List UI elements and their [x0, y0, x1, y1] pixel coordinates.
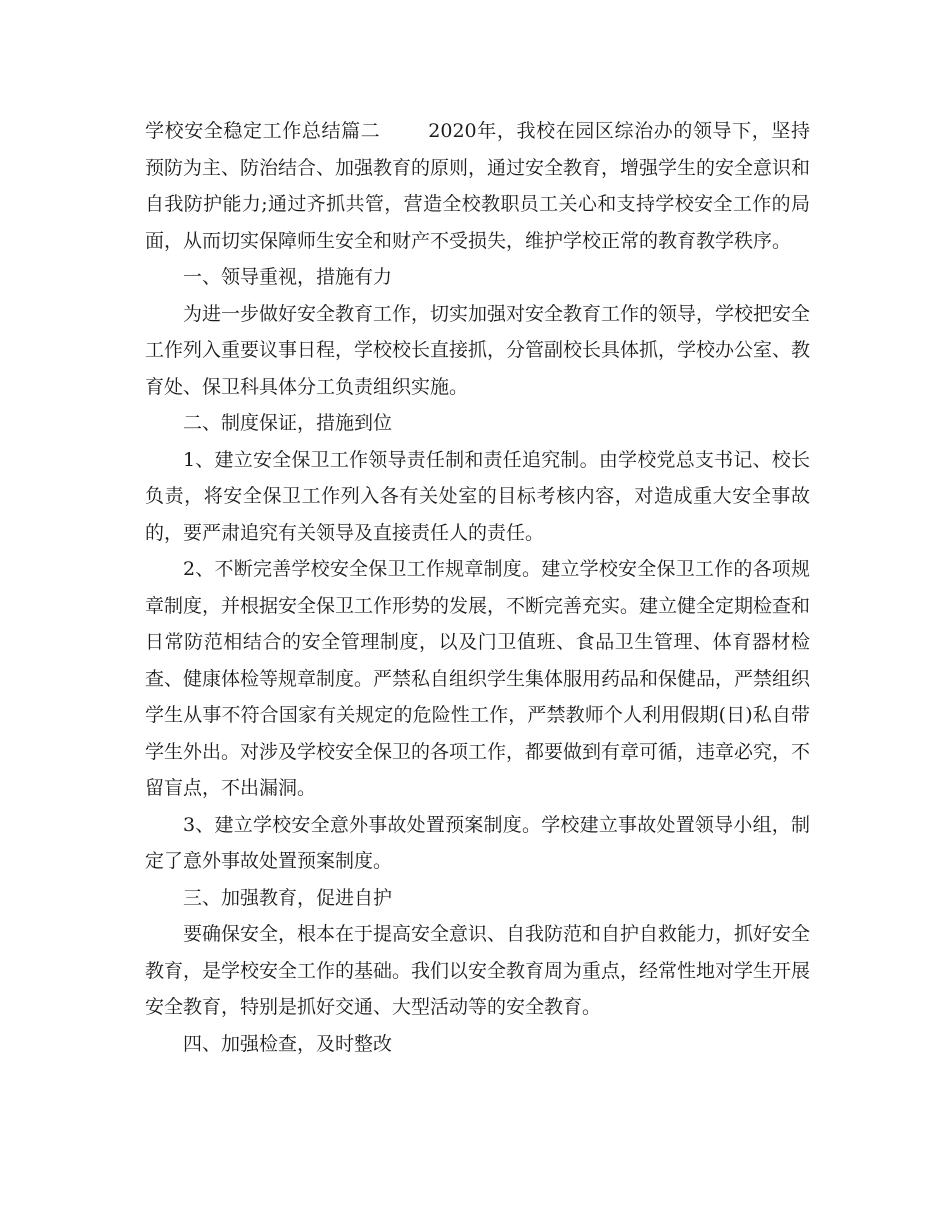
body-paragraph: 2、不断完善学校安全保卫工作规章制度。建立学校安全保卫工作的各项规章制度，并根据安全保卫工作形势的发展，不断完善充实。建立健全定期检查和日常防范相结合的安全管理制度，以及门卫值班、食品卫生管理、体育器材检查、健康体检等规章制度。严禁私自组织学生集体服用药品和保健品，严禁组织学生从事不符合国家有关规定的危险性工作，严禁教师个人利用假期(日)私自带学生外出。对涉及学校安全保卫的各项工作，都要做到有章可循，违章必究，不留盲点，不出漏洞。: [145, 558, 811, 799]
body-paragraph: 1、建立安全保卫工作领导责任制和责任追究制。由学校党总支书记、校长负责，将安全保卫工作列入各有关处室的目标考核内容，对造成重大安全事故的，要严肃追究有关领导及直接责任人的责任。: [145, 448, 810, 544]
intro-paragraph: [145, 113, 810, 259]
section-heading-4: 四、加强检查，及时整改: [183, 1032, 393, 1055]
document-body: [145, 113, 810, 1062]
document-title: 学校安全稳定工作总结篇二: [145, 120, 381, 142]
body-paragraph: 3、建立学校安全意外事故处置预案制度。学校建立事故处置领导小组，制定了意外事故处置预案制度。: [145, 813, 810, 872]
paragraph-text: 2020年，我校在园区综治办的领导下，坚持预防为主、防治结合、加强教育的原则，通过安全教育，增强学生的安全意识和自我防护能力;通过齐抓共管，营造全校教职员工关心和支持学校安全工作的局面，从而切实保障师生安全和财产不受损失，维护学校正常的教育教学秩序。: [145, 120, 811, 252]
section-heading-1: 一、领导重视，措施有力: [183, 266, 393, 288]
section-heading-2: 二、制度保证，措施到位: [183, 412, 393, 434]
body-paragraph: 要确保安全，根本在于提高安全意识、自我防范和自护自救能力，抓好安全教育，是学校安全工作的基础。我们以安全教育周为重点，经常性地对学生开展安全教育，特别是抓好交通、大型活动等的安全教育。: [145, 923, 811, 1018]
body-paragraph: 为进一步做好安全教育工作，切实加强对安全教育工作的领导，学校把安全工作列入重要议事日程，学校校长直接抓，分管副校长具体抓，学校办公室、教育处、保卫科具体分工负责组织实施。: [145, 302, 811, 398]
section-heading-3: 三、加强教育，促进自护: [183, 886, 393, 909]
